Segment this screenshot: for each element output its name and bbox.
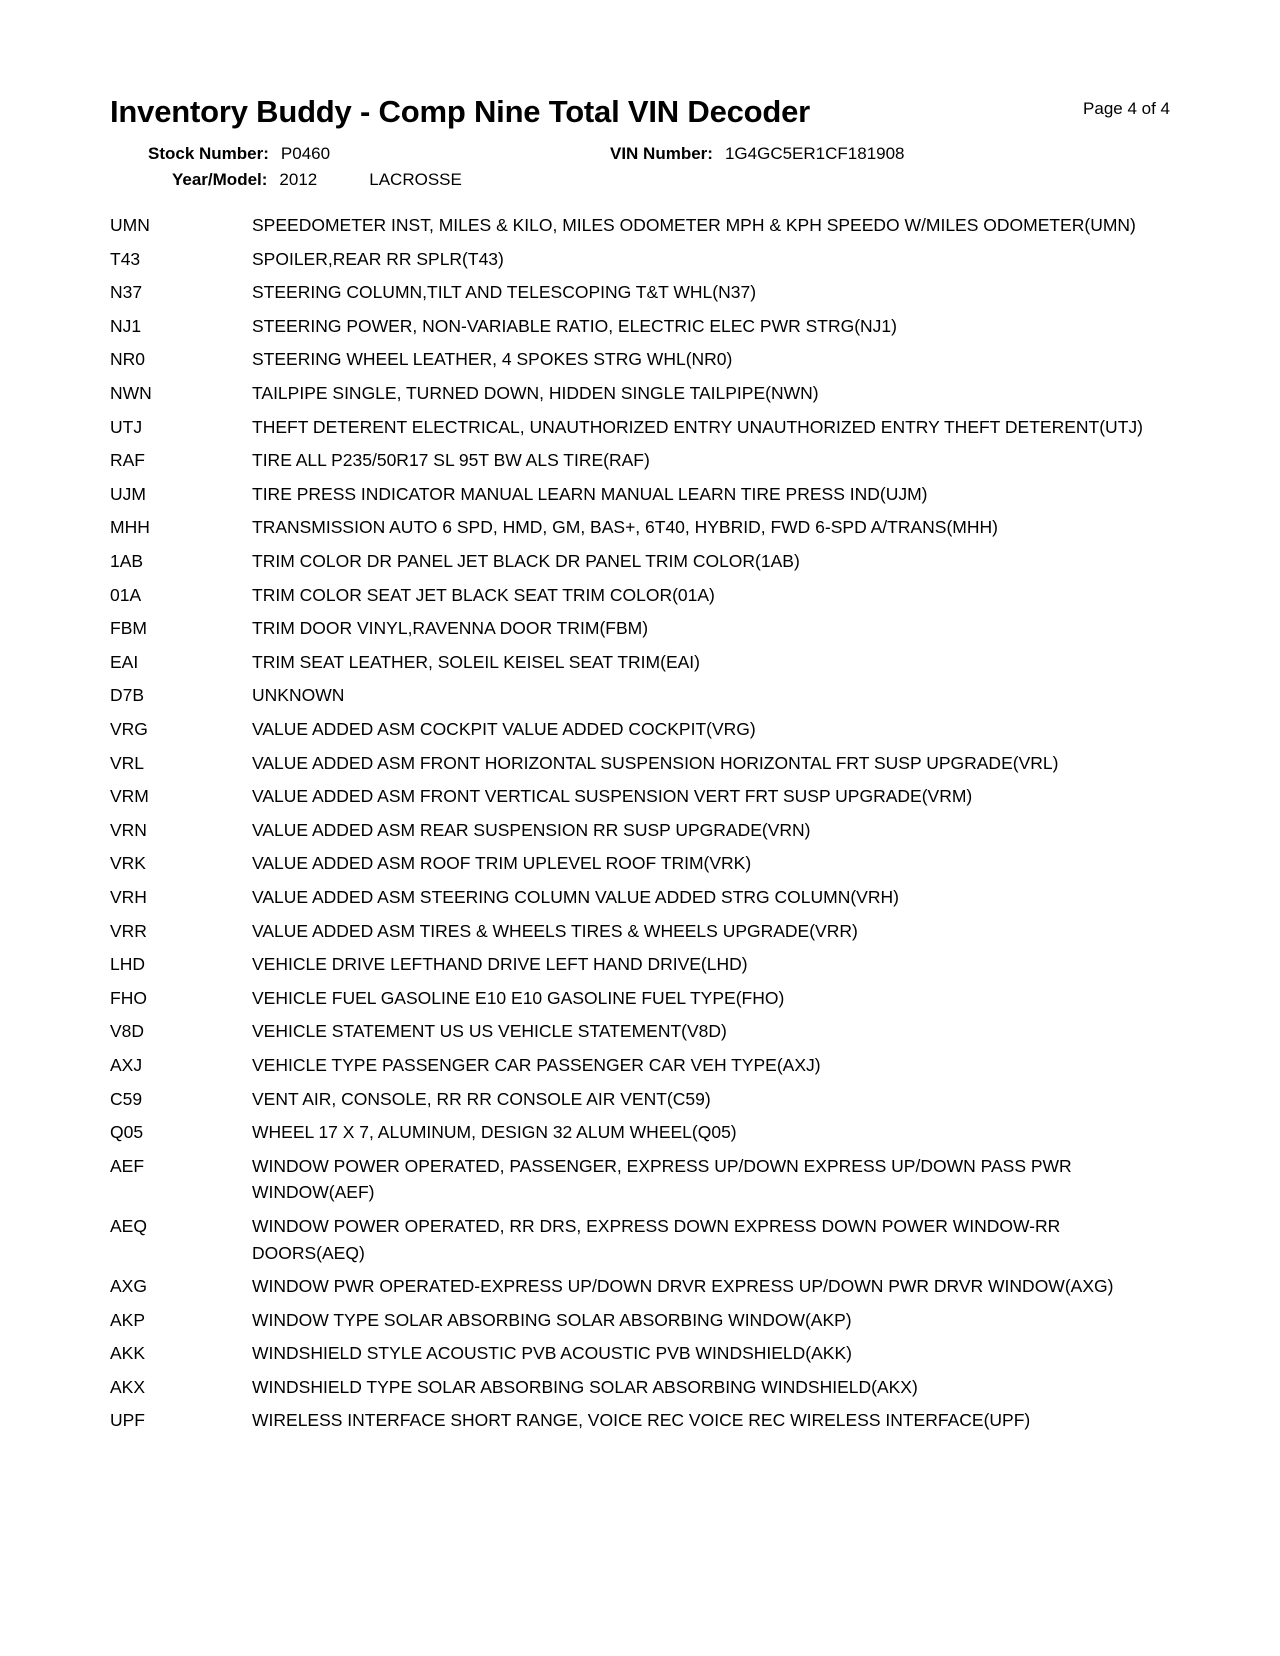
table-row [110,581,1170,615]
table-row [110,1118,1170,1152]
table-row [110,547,1170,581]
option-code: VRH [110,886,147,907]
options-table-body [110,211,1170,1440]
table-row [110,278,1170,312]
option-code: AEQ [110,1215,147,1236]
option-code: VRK [110,853,146,874]
table-row [110,345,1170,379]
table-row [110,749,1170,783]
option-code: FHO [110,987,147,1008]
option-code: N37 [110,282,143,303]
document-header [110,95,1170,129]
option-description: VEHICLE TYPE PASSENGER CAR PASSENGER CAR VEH TYPE(AXJ) [252,1054,821,1075]
table-row [110,1152,1170,1212]
option-description: SPEEDOMETER INST, MILES & KILO, MILES ODOMETER MPH & KPH SPEEDO W/MILES ODOMETER(UMN) [252,215,1136,236]
option-code: VRG [110,719,148,739]
option-code: AKK [110,1343,146,1364]
option-description: WINDOW PWR OPERATED-EXPRESS UP/DOWN DRVR EXPRESS UP/DOWN PWR DRVR WINDOW(AXG) [252,1276,1114,1297]
table-row [110,480,1170,514]
option-description: SPOILER,REAR RR SPLR(T43) [252,248,504,269]
table-row [110,513,1170,547]
option-code: 1AB [110,551,144,572]
table-row [110,1017,1170,1051]
vin-number-value: 1G4GC5ER1CF181908 [724,144,905,164]
stock-number-value: P0460 [280,144,331,164]
option-description: VALUE ADDED ASM ROOF TRIM UPLEVEL ROOF TRIM(VRK) [252,853,752,874]
option-code: NJ1 [110,315,142,336]
stock-number-group [148,141,330,167]
option-description: TIRE PRESS INDICATOR MANUAL LEARN MANUAL LEARN TIRE PRESS IND(UJM) [252,483,928,504]
option-code: AEF [110,1155,145,1176]
option-code: FBM [110,618,147,639]
table-row [110,211,1170,245]
option-description: VALUE ADDED ASM REAR SUSPENSION RR SUSP UPGRADE(VRN) [252,819,811,840]
table-row [110,1051,1170,1085]
option-code: RAF [110,450,145,471]
option-description: UNKNOWN [252,685,345,706]
table-row [110,849,1170,883]
option-code: VRR [110,920,147,941]
option-description: WHEEL 17 X 7, ALUMINUM, DESIGN 32 ALUM WHEEL(Q05) [252,1122,737,1143]
option-code: VRM [110,786,149,807]
options-table [110,211,1170,1440]
table-row [110,614,1170,648]
option-code: AXJ [110,1054,143,1075]
option-code: UTJ [110,416,143,437]
option-description: VENT AIR, CONSOLE, RR RR CONSOLE AIR VENT(C59) [252,1088,711,1109]
option-description: VEHICLE STATEMENT US US VEHICLE STATEMENT(V8D) [252,1021,727,1042]
table-row [110,379,1170,413]
option-description: TRANSMISSION AUTO 6 SPD, HMD, GM, BAS+, 6T40, HYBRID, FWD 6-SPD A/TRANS(MHH) [252,517,998,538]
option-code: C59 [110,1088,143,1109]
option-code: AKP [110,1309,146,1330]
option-description: TIRE ALL P235/50R17 SL 95T BW ALS TIRE(RAF) [252,450,650,471]
table-row [110,950,1170,984]
option-code: UMN [110,215,150,236]
option-description: WINDOW POWER OPERATED, PASSENGER, EXPRESS UP/DOWN EXPRESS UP/DOWN PASS PWR WINDOW(AEF) [252,1155,1072,1203]
option-description: VEHICLE DRIVE LEFTHAND DRIVE LEFT HAND DRIVE(LHD) [252,954,748,975]
option-description: VALUE ADDED ASM COCKPIT VALUE ADDED COCKPIT(VRG) [252,719,756,739]
option-description: WINDSHIELD TYPE SOLAR ABSORBING SOLAR ABSORBING WINDSHIELD(AKX) [252,1376,918,1397]
year-model-group [172,167,462,193]
option-code: VRN [110,819,147,840]
year-model-label: Year/Model: [172,170,268,190]
table-row [110,1373,1170,1407]
option-code: V8D [110,1021,145,1042]
option-description: WINDSHIELD STYLE ACOUSTIC PVB ACOUSTIC PVB WINDSHIELD(AKK) [252,1343,852,1364]
option-code: UPF [110,1410,145,1431]
option-code: NR0 [110,349,146,370]
option-description: VALUE ADDED ASM FRONT VERTICAL SUSPENSION VERT FRT SUSP UPGRADE(VRM) [252,786,973,807]
option-code: UJM [110,483,146,504]
option-code: NWN [110,383,152,404]
vin-number-group [610,141,905,167]
table-row [110,883,1170,917]
option-description: VALUE ADDED ASM TIRES & WHEELS TIRES & WHEELS UPGRADE(VRR) [252,920,858,941]
option-description: TAILPIPE SINGLE, TURNED DOWN, HIDDEN SINGLE TAILPIPE(NWN) [252,383,819,404]
table-row [110,245,1170,279]
table-row [110,1406,1170,1440]
model-value: LACROSSE [369,170,462,190]
option-description: WINDOW TYPE SOLAR ABSORBING SOLAR ABSORBING WINDOW(AKP) [252,1309,852,1330]
meta-line-year-model [110,167,1170,193]
option-description: VALUE ADDED ASM FRONT HORIZONTAL SUSPENSION HORIZONTAL FRT SUSP UPGRADE(VRL) [252,752,1059,773]
meta-line-stock-vin [110,141,1170,167]
option-code: MHH [110,517,150,538]
page-title: Inventory Buddy - Comp Nine Total VIN Decoder [110,94,811,129]
option-description: TRIM SEAT LEATHER, SOLEIL KEISEL SEAT TRIM(EAI) [252,651,700,672]
table-row [110,312,1170,346]
option-code: LHD [110,954,146,975]
option-code: AKX [110,1376,146,1397]
table-row [110,917,1170,951]
option-description: WINDOW POWER OPERATED, RR DRS, EXPRESS DOWN EXPRESS DOWN POWER WINDOW-RR DOORS(AEQ) [252,1215,1061,1263]
table-row [110,413,1170,447]
page-indicator: Page 4 of 4 [1083,99,1170,118]
table-row [110,648,1170,682]
table-row [110,1339,1170,1373]
vehicle-meta [110,141,1170,193]
table-row [110,681,1170,715]
option-description: TRIM COLOR SEAT JET BLACK SEAT TRIM COLOR(01A) [252,584,715,605]
option-description: STEERING COLUMN,TILT AND TELESCOPING T&T WHL(N37) [252,282,757,303]
year-value: 2012 [279,170,318,190]
option-description: TRIM COLOR DR PANEL JET BLACK DR PANEL TRIM COLOR(1AB) [252,551,800,572]
option-description: VALUE ADDED ASM STEERING COLUMN VALUE ADDED STRG COLUMN(VRH) [252,886,899,907]
option-description: STEERING WHEEL LEATHER, 4 SPOKES STRG WHL(NR0) [252,349,733,370]
table-row [110,446,1170,480]
option-description: STEERING POWER, NON-VARIABLE RATIO, ELECTRIC ELEC PWR STRG(NJ1) [252,315,897,336]
table-row [110,1306,1170,1340]
table-row [110,1272,1170,1306]
table-row [110,1212,1170,1272]
option-code: D7B [110,685,145,706]
option-code: T43 [110,248,141,269]
option-description: VEHICLE FUEL GASOLINE E10 E10 GASOLINE FUEL TYPE(FHO) [252,987,785,1008]
table-row [110,782,1170,816]
option-code: VRL [110,752,145,773]
table-row [110,816,1170,850]
table-row [110,715,1170,749]
option-description: TRIM DOOR VINYL,RAVENNA DOOR TRIM(FBM) [252,618,649,639]
stock-number-label: Stock Number: [148,144,269,164]
table-row [110,1085,1170,1119]
vin-number-label: VIN Number: [610,144,713,164]
option-code: EAI [110,651,139,672]
option-code: 01A [110,584,142,605]
option-description: WIRELESS INTERFACE SHORT RANGE, VOICE REC VOICE REC WIRELESS INTERFACE(UPF) [252,1410,1031,1431]
table-row [110,984,1170,1018]
option-code: AXG [110,1276,147,1297]
option-code: Q05 [110,1122,144,1143]
option-description: THEFT DETERENT ELECTRICAL, UNAUTHORIZED ENTRY UNAUTHORIZED ENTRY THEFT DETERENT(UTJ) [252,416,1143,437]
